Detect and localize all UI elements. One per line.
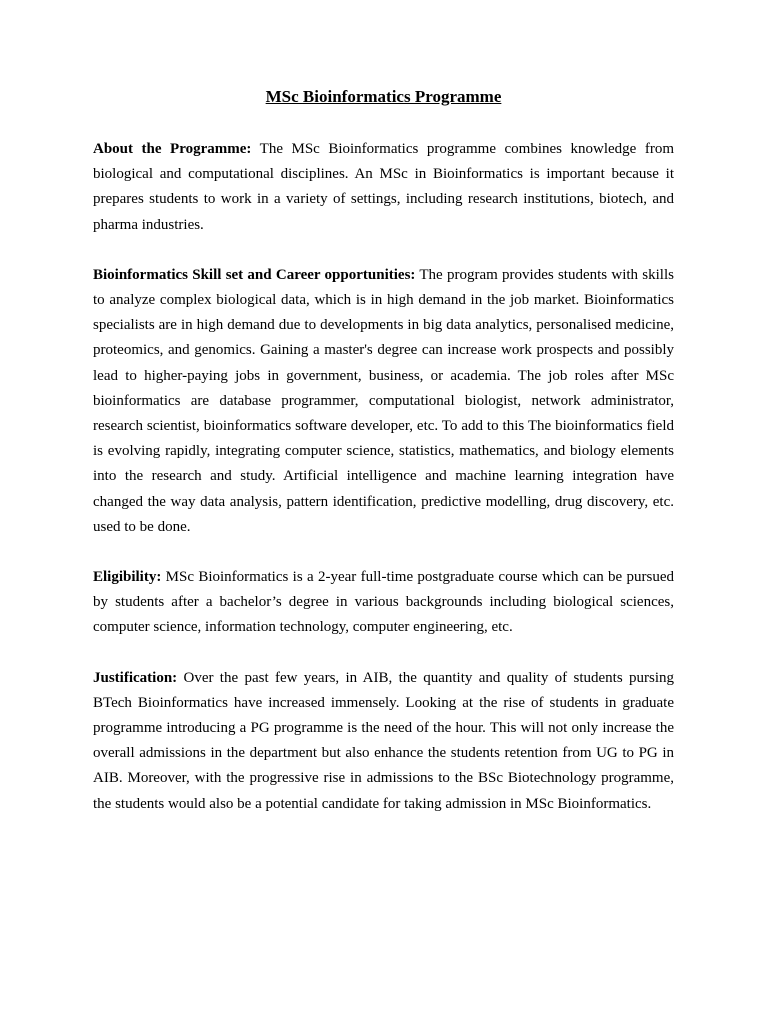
section-skills-careers <box>93 263 674 540</box>
section-justification-label: Justification: <box>93 669 178 686</box>
page-title: MSc Bioinformatics Programme <box>265 87 502 106</box>
section-eligibility-text: MSc Bioinformatics is a 2-year full-time postgraduate course which can be pursued by students after a bachelor’s degree in various backgrounds including biological sciences, computer science, information technology, computer engineering, etc. <box>93 569 674 636</box>
document-page <box>93 86 674 842</box>
section-about-text: The MSc Bioinformatics programme combines knowledge from biological and computational disciplines. An MSc in Bioinformatics is important because it prepares students to work in a variety of settings, including research institutions, biotech, and pharma industries. <box>93 141 675 233</box>
section-eligibility-label: Eligibility: <box>93 569 162 586</box>
section-skills-careers-text: The program provides students with skills to analyze complex biological data, which is in high demand in the job market. Bioinformatics specialists are in high demand due to developments in big data analytics, personalised medicine, proteomics, and genomics. Gaining a master's degree can increase work prospects and possibly lead to higher-paying jobs in government, business, or academia. The job roles after MSc bioinformatics are database programmer, computational biologist, network administrator, research scientist, bioinformatics software developer, etc. To add to this The bioinformatics field is evolving rapidly, integrating computer science, statistics, mathematics, and biology elements into the research and study. Artificial intelligence and machine learning integration have changed the way data analysis, pattern identification, predictive modelling, drug discovery, etc. used to be done. <box>93 266 674 535</box>
section-eligibility <box>93 565 674 641</box>
section-about <box>93 137 674 238</box>
section-about-label: About the Programme: <box>93 141 252 157</box>
section-justification-text: Over the past few years, in AIB, the quantity and quality of students pursing BTech Bioinformatics have increased immensely. Looking at the rise of students in graduate programme introducing a PG programme is the need of the hour. This will not only increase the overall admissions in the department but also enhance the students retention from UG to PG in AIB. Moreover, with the progressive rise in admissions to the BSc Biotechnology programme, the students would also be a potential candidate for taking admission in MSc Bioinformatics. <box>93 669 674 812</box>
section-justification <box>93 666 674 817</box>
section-skills-careers-label: Bioinformatics Skill set and Career opportunities: <box>93 266 416 283</box>
